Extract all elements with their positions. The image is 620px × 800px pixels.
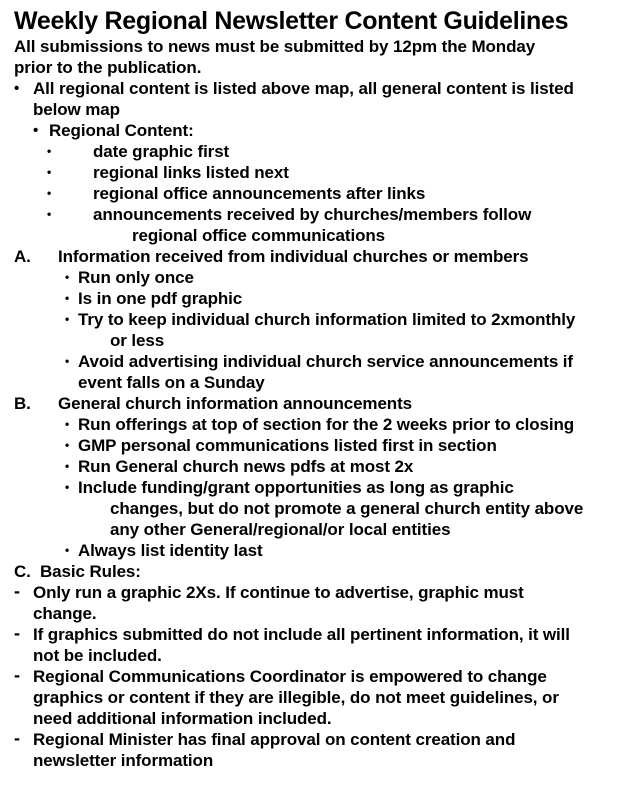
list-item-continuation: or less <box>110 331 165 350</box>
rule-item <box>0 666 620 687</box>
list-item-continuation: changes, but do not promote a general church entity above <box>110 499 584 518</box>
list-item-text: Run only once <box>78 268 194 287</box>
list-item <box>0 414 620 435</box>
list-item <box>0 351 620 372</box>
dash-icon: - <box>14 623 20 643</box>
list-item-text: Try to keep individual church information limited to 2xmonthly <box>78 310 576 329</box>
list-item-continuation: regional office communications <box>132 226 385 245</box>
bullet-icon: • <box>47 165 52 179</box>
bullet-icon: • <box>47 144 52 158</box>
rule-item-continuation: newsletter information <box>33 751 214 770</box>
list-item-text: Include funding/grant opportunities as long as graphic <box>78 478 514 497</box>
section-heading-text: General church information announcements <box>58 394 413 413</box>
rule-item-text: Only run a graphic 2Xs. If continue to advertise, graphic must <box>33 583 524 602</box>
list-item-text: Run General church news pdfs at most 2x <box>78 457 414 476</box>
section-a-heading <box>0 246 620 267</box>
list-item-text: regional links listed next <box>93 163 289 182</box>
bullet-icon: • <box>47 207 52 221</box>
list-item <box>0 183 620 204</box>
intro-line-1: All submissions to news must be submitted by 12pm the Monday <box>14 37 536 56</box>
bullet-icon: • <box>65 291 70 305</box>
dash-icon: - <box>14 581 20 601</box>
dash-icon: - <box>14 665 20 685</box>
list-item-continuation: event falls on a Sunday <box>78 373 265 392</box>
bullet-icon: • <box>33 122 39 139</box>
section-c-heading <box>0 561 620 582</box>
section-label: C. <box>14 562 31 581</box>
list-item-text: date graphic first <box>93 142 230 161</box>
section-b-heading <box>0 393 620 414</box>
section-label: A. <box>14 247 31 266</box>
page-title: Weekly Regional Newsletter Content Guidelines <box>14 7 569 35</box>
list-item <box>0 435 620 456</box>
list-item <box>0 162 620 183</box>
bullet-icon: • <box>65 354 70 368</box>
intro-line-2: prior to the publication. <box>14 58 202 77</box>
list-item-text: All regional content is listed above map, all general content is listed <box>33 79 574 98</box>
rule-item-text: If graphics submitted do not include all pertinent information, it will <box>33 625 570 644</box>
bullet-icon: • <box>65 270 70 284</box>
bullet-icon: • <box>14 80 20 97</box>
rule-item <box>0 582 620 603</box>
bullet-icon: • <box>47 186 52 200</box>
list-item <box>0 141 620 162</box>
bullet-icon: • <box>65 480 70 494</box>
bullet-icon: • <box>65 438 70 452</box>
list-item-text: Always list identity last <box>78 541 263 560</box>
list-item-overview <box>0 78 620 99</box>
list-item-continuation: any other General/regional/or local entities <box>110 520 451 539</box>
list-item <box>0 456 620 477</box>
rule-item-continuation: change. <box>33 604 97 623</box>
list-item-text: Regional Content: <box>49 121 194 140</box>
list-item-regional-content <box>0 120 620 141</box>
rule-item <box>0 624 620 645</box>
bullet-icon: • <box>65 417 70 431</box>
rule-item-text: Regional Minister has final approval on content creation and <box>33 730 516 749</box>
section-heading-text: Basic Rules: <box>40 562 141 581</box>
list-item <box>0 267 620 288</box>
rule-item-continuation: not be included. <box>33 646 162 665</box>
bullet-icon: • <box>65 543 70 557</box>
list-item-text: Avoid advertising individual church service announcements if <box>78 352 573 371</box>
rule-item-continuation: graphics or content if they are illegible, do not meet guidelines, or <box>33 688 559 707</box>
list-item-text: Run offerings at top of section for the 2 weeks prior to closing <box>78 415 575 434</box>
list-item <box>0 477 620 498</box>
list-item-continuation: below map <box>33 100 120 119</box>
bullet-icon: • <box>65 312 70 326</box>
rule-item <box>0 729 620 750</box>
list-item-text: announcements received by churches/members follow <box>93 205 532 224</box>
section-heading-text: Information received from individual churches or members <box>58 247 529 266</box>
rule-item-continuation: need additional information included. <box>33 709 332 728</box>
dash-icon: - <box>14 728 20 748</box>
list-item-text: Is in one pdf graphic <box>78 289 243 308</box>
list-item <box>0 204 620 225</box>
bullet-icon: • <box>65 459 70 473</box>
list-item <box>0 309 620 330</box>
list-item-text: GMP personal communications listed first in section <box>78 436 497 455</box>
list-item <box>0 540 620 561</box>
list-item-text: regional office announcements after links <box>93 184 426 203</box>
rule-item-text: Regional Communications Coordinator is empowered to change <box>33 667 547 686</box>
section-label: B. <box>14 394 31 413</box>
list-item <box>0 288 620 309</box>
